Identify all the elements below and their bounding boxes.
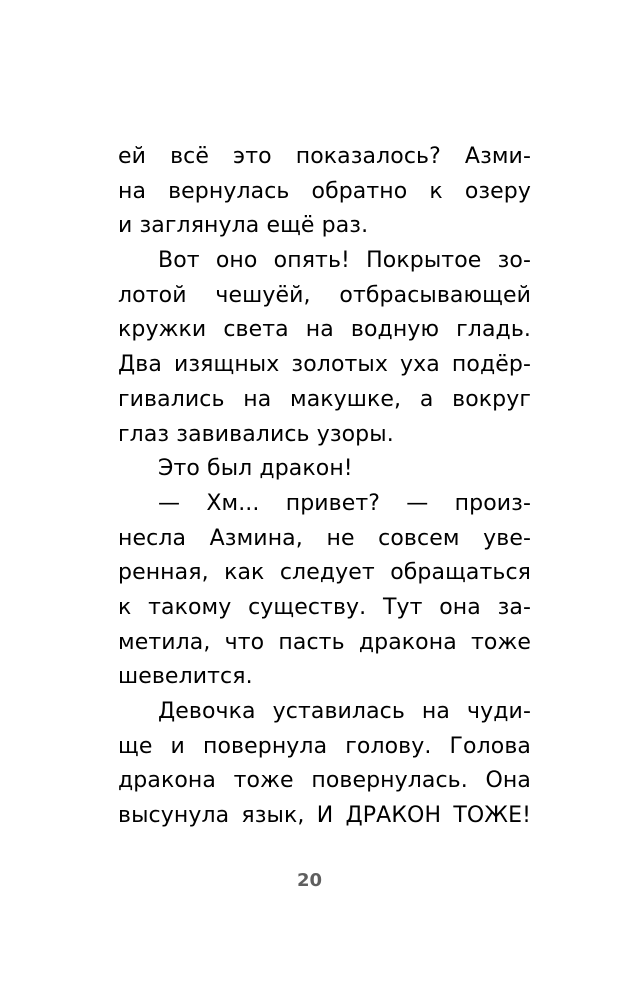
text-line: на вернулась обратно к озеру: [118, 178, 531, 204]
text-line: дракона тоже повернулась. Она: [118, 768, 531, 794]
text-line: лотой чешуёй, отбрасывающей: [118, 282, 531, 308]
text-line: глаз завивались узоры.: [118, 421, 394, 447]
text-line: высунула язык, И ДРАКОН ТОЖЕ!: [118, 803, 531, 829]
text-line: кружки света на водную гладь.: [118, 317, 531, 343]
text-line: ще и повернула голову. Голова: [118, 733, 531, 759]
text-line: ей всё это показалось? Азми-: [118, 144, 531, 169]
text-line: Два изящных золотых уха подёр-: [118, 352, 531, 378]
text-line: ренная, как следует обращаться: [118, 560, 531, 586]
text-line: Это был дракон!: [158, 456, 353, 482]
text-line: и заглянула ещё раз.: [118, 213, 369, 239]
text-line: гивались на макушке, а вокруг: [118, 386, 531, 412]
text-line: метила, что пасть дракона тоже: [118, 629, 531, 655]
body-text: [118, 140, 531, 834]
text-line: Девочка уставилась на чуди-: [158, 699, 531, 724]
text-line: Вот оно опять! Покрытое зо-: [158, 248, 531, 274]
text-line: к такому существу. Тут она за-: [118, 594, 531, 620]
text-line: шевелится.: [118, 664, 253, 690]
text-line: — Хм... привет? — произ-: [158, 490, 531, 516]
text-line: несла Азмина, не совсем уве-: [118, 525, 531, 551]
page-number: 20: [296, 870, 323, 891]
